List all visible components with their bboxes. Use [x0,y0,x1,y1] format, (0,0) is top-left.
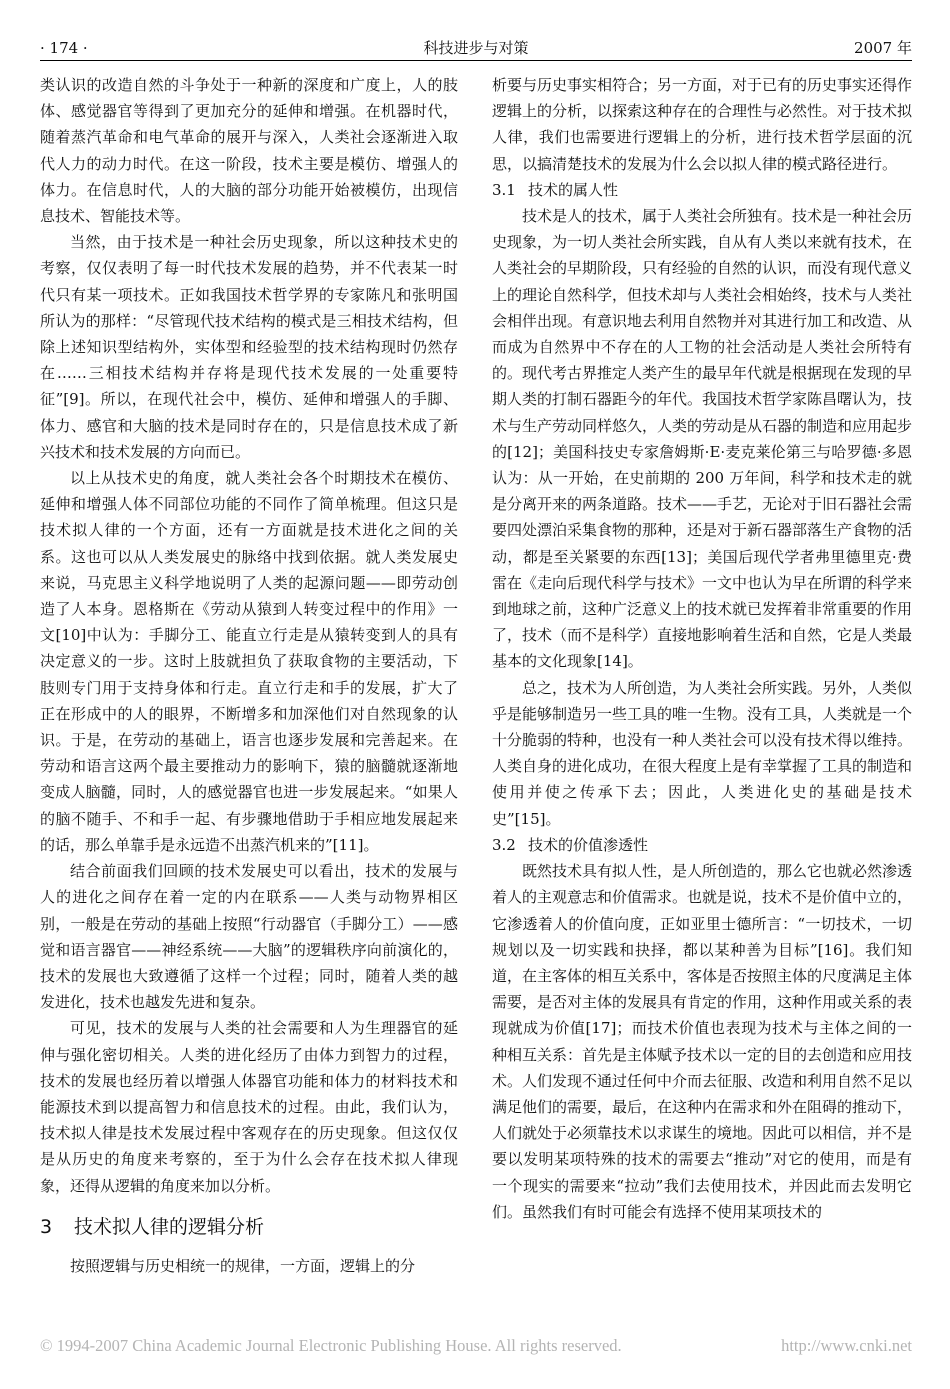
paragraph: 析要与历史事实相符合；另一方面，对于已有的历史事实还得作逻辑上的分析，以探索这种存在的合理性与必然性。对于技术拟人律，我们也需要进行逻辑上的分析，进行技术哲学层面的沉思，以搞清楚技术的发展为什么会以拟人律的模式路径进行。 [492,76,913,173]
publication-year: 2007 年 [854,39,912,57]
subsection-number: 3.1 [492,180,516,199]
right-column [492,72,912,1225]
page-number: · 174 · [40,39,88,57]
paragraph: 结合前面我们回顾的技术发展史可以看出，技术的发展与人的进化之间存在着一定的内在联系——人类与动物界相区别，一般是在劳动的基础上按照“行动器官（手脚分工）——感觉和语言器官——神经系统——大脑”的逻辑秩序向前演化的，技术的发展也大致遵循了这样一个过程；同时，随着人类的越发进化，技术也越发先进和复杂。 [40,862,458,1012]
footer-url[interactable]: http://www.cnki.net [781,1336,912,1355]
paragraph: 当然，由于技术是一种社会历史现象，所以这种技术史的考察，仅仅表明了每一时代技术发展的趋势，并不代表某一时代只有某一项技术。正如我国技术哲学界的专家陈凡和张明国所认为的那样：“尽管现代技术结构的模式是三相技术结构，但除上述知识型结构外，实体型和经验型的技术结构现时仍然存在……三相技术结构并存将是现代技术发展的一处重要特征”[9]。所以，在现代社会中，模仿、延伸和增强人的手脚、体力、感官和大脑的技术是同时存在的，只是信息技术成了新兴技术和技术发展的方向而已。 [40,233,458,461]
paragraph: 总之，技术为人所创造，为人类社会所实践。另外，人类似乎是能够制造另一些工具的唯一生物。没有工具，人类就是一个十分脆弱的特种，也没有一种人类社会可以没有技术得以维持。人类自身的进化成功，在很大程度上是有幸掌握了工具的制造和使用并使之传承下去；因此，人类进化史的基础是技术史”[15]。 [492,678,913,828]
subsection-heading [492,177,912,203]
paragraph: 可见，技术的发展与人类的社会需要和人为生理器官的延伸与强化密切相关。人类的进化经历了由体力到智力的过程，技术的发展也经历着以增强人体器官功能和体力的材料技术和能源技术到以提高智力和信息技术的过程。由此，我们认为，技术拟人律是技术发展过程中客观存在的历史现象。但这仅仅是从历史的角度来考察的，至于为什么会存在技术拟人律现象，还得从逻辑的角度来加以分析。 [40,1019,458,1195]
left-column [40,72,458,1279]
section-title: 技术拟人律的逻辑分析 [74,1215,265,1238]
paragraph: 以上从技术史的角度，就人类社会各个时期技术在模仿、延伸和增强人体不同部位功能的不同作了简单梳理。但这只是技术拟人律的一个方面，还有一方面就是技术进化之间的关系。这也可以从人类发展史的脉络中找到依据。就人类发展史来说，马克思主义科学地说明了人类的起源问题——即劳动创造了人本身。恩格斯在《劳动从猿到人转变过程中的作用》一文[10]中认为：手脚分工、能直立行走是从猿转变到人的具有决定意义的一步。这时上肢就担负了获取食物的主要活动，下肢则专门用于支持身体和行走。直立行走和手的发展，扩大了正在形成中的人的眼界，不断增多和加深他们对自然现象的认识。于是，在劳动的基础上，语言也逐步发展和完善起来。在劳动和语言这两个最主要推动力的影响下，猿的脑髓就逐渐地变成人脑髓，同时，人的感觉器官也进一步发展起来。“如果人的脑不随手、不和手一起、有步骤地借助于手相应地发展起来的话，那么单靠手是永远造不出蒸汽机来的”[11]。 [40,469,458,854]
copyright-text: © 1994-2007 China Academic Journal Electronic Publishing House. All rights reserved. [40,1336,622,1355]
paragraph: 类认识的改造自然的斗争处于一种新的深度和广度上，人的肢体、感觉器官等得到了更加充分的延伸和增强。在机器时代，随着蒸汽革命和电气革命的展开与深入，人类社会逐渐进入取代人力的动力时代。在这一阶段，技术主要是模仿、增强人的体力。在信息时代，人的大脑的部分功能开始被模仿，出现信息技术、智能技术等。 [40,76,458,226]
running-header [40,36,912,61]
paragraph: 既然技术具有拟人性，是人所创造的，那么它也就必然渗透着人的主观意志和价值需求。也就是说，技术不是价值中立的，它渗透着人的价值向度，正如亚里士德所言：“一切技术，一切规划以及一切实践和抉择，都以某种善为目标”[16]。我们知道，在主客体的相互关系中，客体是否按照主体的尺度满足主体需要，是否对主体的发展具有肯定的作用，这种作用或关系的表现就成为价值[17]；而技术价值也表现为技术与主体之间的一种相互关系：首先是主体赋予技术以一定的目的去创造和应用技术。人们发现不通过任何中介而去征服、改造和利用自然不足以满足他们的需要，最后，在这种内在需求和外在阻碍的推动下，人们就处于必须靠技术以求谋生的境地。因此可以相信，并不是要以发明某项特殊的技术的需要去“推动”对它的使用，而是有一个现实的需要来“拉动”我们去使用技术，并因此而去发明它们。虽然我们有时可能会有选择不使用某项技术的 [492,862,913,1221]
paragraph: 技术是人的技术，属于人类社会所独有。技术是一种社会历史现象，为一切人类社会所实践，自从有人类以来就有技术，在人类社会的早期阶段，只有经验的自然的认识，而没有现代意义上的理论自然科学，但技术却与人类社会相始终，技术与人类社会相伴出现。有意识地去利用自然物并对其进行加工和改造、从而成为自然界中不存在的人工物的社会活动是人类社会所特有的。现代考古界推定人类产生的最早年代就是根据现在发现的早期人类的打制石器距今的年代。我国技术哲学家陈昌曙认为，技术与生产劳动同样悠久，人类的劳动是从石器的制造和应用起步的[12]；美国科技史专家詹姆斯·E·麦克莱伦第三与哈罗德·多恩认为：从一开始，在史前期的 200 万年间，科学和技术走的就是分离开来的两条道路。技术——手艺，无论对于旧石器社会需要四处漂泊采集食物的那种，还是对于新石器部落生产食物的活动，都是至关紧要的东西[13]；美国后现代学者弗里德里克·费雷在《走向后现代科学与技术》一文中也认为早在所谓的科学来到地球之前，这种广泛意义上的技术就已发挥着非常重要的作用了，技术（而不是科学）直接地影响着生活和自然，它是人类最基本的文化现象[14]。 [492,207,913,671]
journal-title: 科技进步与对策 [423,39,529,57]
copyright-footer [40,1336,912,1356]
paragraph: 按照逻辑与历史相统一的规律，一方面，逻辑上的分 [70,1256,416,1275]
subsection-number: 3.2 [492,835,516,854]
section-heading [40,1213,458,1241]
subsection-title: 技术的价值渗透性 [528,835,649,854]
subsection-heading [492,832,912,858]
section-number: 3 [40,1215,53,1238]
subsection-title: 技术的属人性 [528,180,619,199]
